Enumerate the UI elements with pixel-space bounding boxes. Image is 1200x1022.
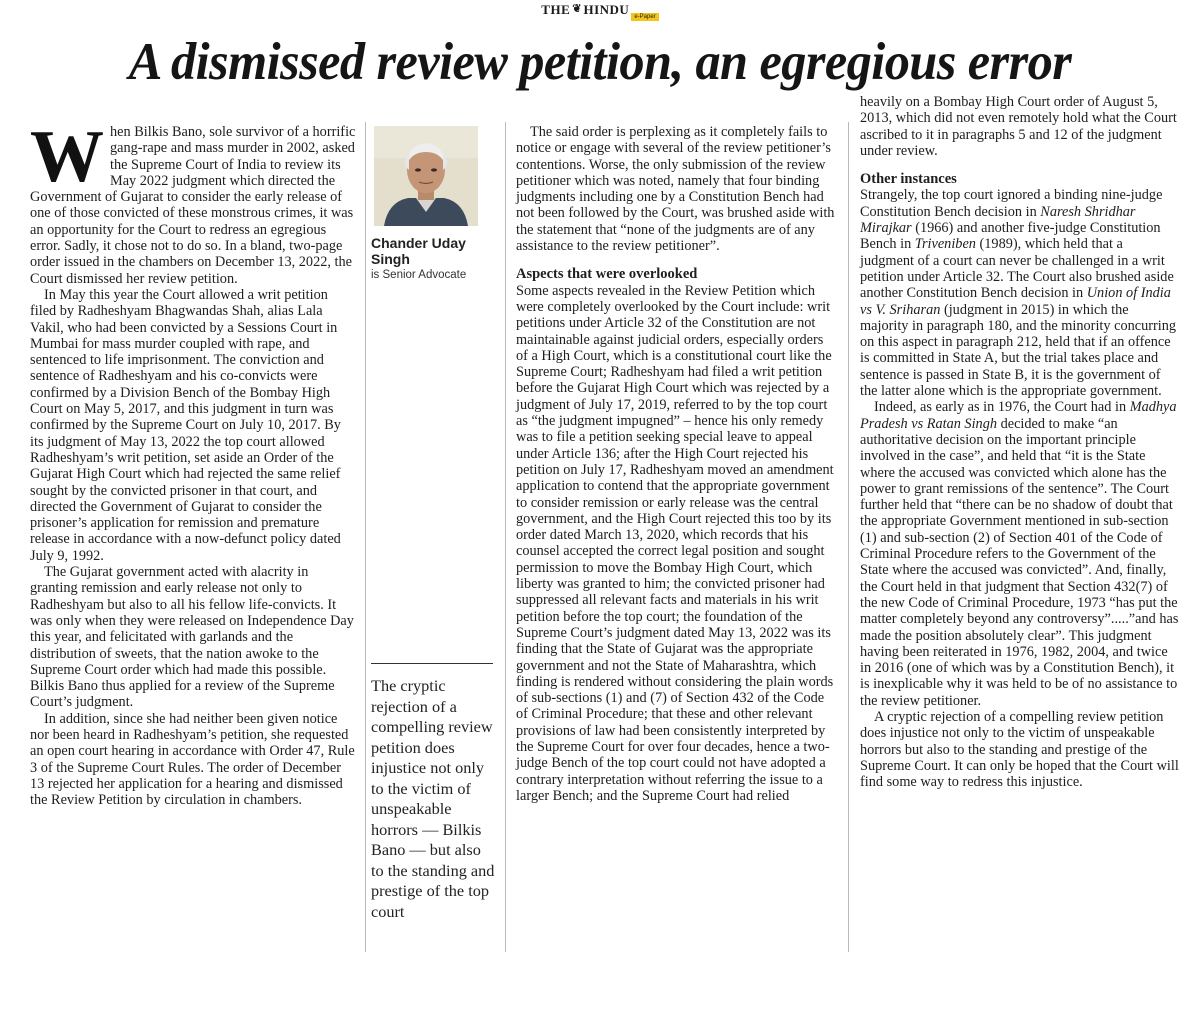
pullquote: The cryptic rejection of a compelling review petition does injustice not only to the victim of unspeakable horrors — Bilkis Bano — but also to the standing and prestige of the top court: [371, 676, 495, 921]
article-column-4: [860, 94, 1180, 790]
article-column-1: [30, 116, 356, 809]
author-photo: [374, 126, 478, 226]
case-name: Naresh Shridhar Mirajkar: [860, 203, 1136, 237]
article-paragraph: In addition, since she had neither been given notice nor been heard in Radheshyam’s petition, she requested an open court hearing in accordance with Order 47, Rule 3 of the Supreme Court Rules. The order of December 13 rejected her application for a hearing and dismissed the Review Petition by circulation in chambers.: [30, 710, 355, 809]
article-paragraph: Some aspects revealed in the Review Petition which were completely overlooked by the Court include: writ petitions under Article 32 of the Constitution are not maintainable against judicial orders, especially orders of a High Court, which is a constitutional court like the Supreme Court; Radheshyam had filed a writ petition before the Gujarat High Court which was rejected by a judgment of July 17, 2019, referred to by the top court as “the judgment impugned” – hence his only remedy was to file a petition seeking special leave to appeal under Article 136; after the High Court rejected his petition on July 17, Radheshyam moved an amendment application to contend that the appropriate government to consider remission or early release was the central government, and the High Court rejected this too by its order dated March 13, 2020, which records that his counsel accepted the correct legal position and sought permission to move the Bombay High Court, which liberty was granted to him; the convicted prisoner had suppressed all relevant facts and materials in his writ petition before the top court; the foundation of the Supreme Court’s judgment dated May 13, 2022 was its finding that the State of Gujarat was the appropriate government and not the State of Maharashtra, which finding is rendered without considering the plain words of sub-sections (1) and (7) of Section 432 of the Code of Criminal Procedure; that these and other relevant provisions of law had been consistently interpreted by the Supreme Court for over four decades, hence a two-judge Bench of the top court could not have adopted a contrary interpretation without referring the issue to a larger Bench; and the Supreme Court had relied: [516, 282, 834, 804]
section-subheading: Other instances: [860, 171, 957, 188]
article-paragraph: heavily on a Bombay High Court order of August 5, 2013, which did not even remotely hold what the Court ascribed to it in paragraphs 5 and 12 of the judgment under review.: [860, 94, 1177, 159]
case-name: Madhya Pradesh vs Ratan Singh: [860, 399, 1177, 432]
column-divider: [365, 122, 366, 952]
case-name: Triveniben: [914, 236, 976, 253]
pullquote-rule: [371, 663, 493, 664]
section-subheading: Aspects that were overlooked: [516, 266, 698, 283]
masthead-emblem-icon: ❦: [572, 3, 582, 15]
article-column-3: [516, 124, 838, 804]
article-paragraph: When Bilkis Bano, sole survivor of a horrific gang-rape and mass murder in 2002, asked the Supreme Court of India to review its May 2022 judgment which directed the Government of Gujarat to consider the early release of one of those convicted of these monstrous crimes, it was an opportunity for the Court to redress an egregious error. Sadly, it chose not to do so. In a bland, two-page order issued in the chambers on December 13, 2022, the Court dismissed her review petition.: [30, 116, 356, 287]
article-paragraph: The said order is perplexing as it completely fails to notice or engage with several of the review petitioner’s contentions. Worse, the only submission of the review petitioner which was noted, namely that four binding judgments including one by a Constitution Bench had not been followed by the Court, was brushed aside with the statement that “none of the judgments are of any assistance to the review petitioner”.: [516, 124, 835, 255]
case-name: Union of India vs V. Sriharan: [860, 285, 1171, 318]
drop-cap: W: [30, 116, 104, 198]
article-paragraph: The Gujarat government acted with alacrity in granting remission and early release not only to Radheshyam but also to all his fellow life-convicts. It was only when they were released on Independence Day this year, and felicitated with garlands and the distribution of sweets, that the nation awoke to the Supreme Court order which had made this possible. Bilkis Bano thus applied for a review of the Supreme Court’s judgment.: [30, 564, 354, 711]
column-divider: [505, 122, 506, 952]
article-paragraph: A cryptic rejection of a compelling review petition does injustice not only to the victim of unspeakable horrors but also to the standing and prestige of the Supreme Court. It can only be hoped that the Court will find some way to redress this injustice.: [860, 708, 1179, 791]
author-role: is Senior Advocate: [371, 269, 467, 281]
article-paragraph: Indeed, as early as in 1976, the Court had in Madhya Pradesh vs Ratan Singh decided to make “an authoritative decision on the important principle involved in the case”, and held that “it is the State where the accused was convicted which alone has the power to grant remissions of the sentence”. The Court further held that “there can be no shadow of doubt that the appropriate Government mentioned in sub-section (1) and sub-section (2) of Section 401 of the Code of Criminal Procedure refers to the Government of the State where the accused was convicted”. And, finally, the Court held in that judgment that Section 432(7) of the new Code of Criminal Procedure, 1973 “has put the matter completely beyond any controversy”.....”and has made the position absolutely clear”. This judgment having been reiterated in 1976, 1982, 2004, and twice in 2016 (one of which was by a Constitution Bench), it is inexplicable why it was held to be of no assistance to the review petitioner.: [860, 399, 1179, 709]
article-paragraph: Strangely, the top court ignored a binding nine-judge Constitution Bench decision in Naresh Shridhar Mirajkar (1966) and another five-judge Constitution Bench in Triveniben (1989), which held that a judgment of a court can never be challenged in a writ petition under Article 32. The Court also brushed aside another Constitution Bench decision in Union of India vs V. Sriharan (judgment in 2015) in which the majority in paragraph 180, and the minority concurring on this aspect in paragraph 212, held that if an offence is committed in State A, but the trial takes place and sentence is passed in State B, it is the government of the latter alone which is the appropriate government.: [860, 187, 1177, 400]
masthead-word-hindu: HINDU: [583, 2, 630, 17]
masthead-word-the: THE: [541, 2, 571, 17]
author-name: Chander Uday Singh: [371, 235, 466, 267]
article-headline: A dismissed review petition, an egregious error: [128, 33, 1072, 91]
column-divider: [848, 122, 849, 952]
newspaper-masthead: [520, 2, 680, 24]
epaper-badge: e-Paper: [631, 13, 658, 21]
article-paragraph: In May this year the Court allowed a writ petition filed by Radheshyam Bhagwandas Shah, alias Lala Vakil, who had been convicted by a Sessions Court in Mumbai for mass murder coupled with rape, and sentenced to life imprisonment. The conviction and sentence of Radheshyam and his co-convicts were confirmed by a Division Bench of the Bombay High Court on May 5, 2017, and this judgment in turn was confirmed by the Supreme Court on July 10, 2017. By its judgment of May 13, 2022 the top court allowed Radheshyam’s writ petition, set aside an Order of the Gujarat High Court which had rejected the same relief sought by the convicted prisoner in that court, and directed the Government of Gujarat to consider the prisoner’s application for remission and premature release in accordance with a now-defunct policy dated July 9, 1992.: [30, 286, 341, 564]
